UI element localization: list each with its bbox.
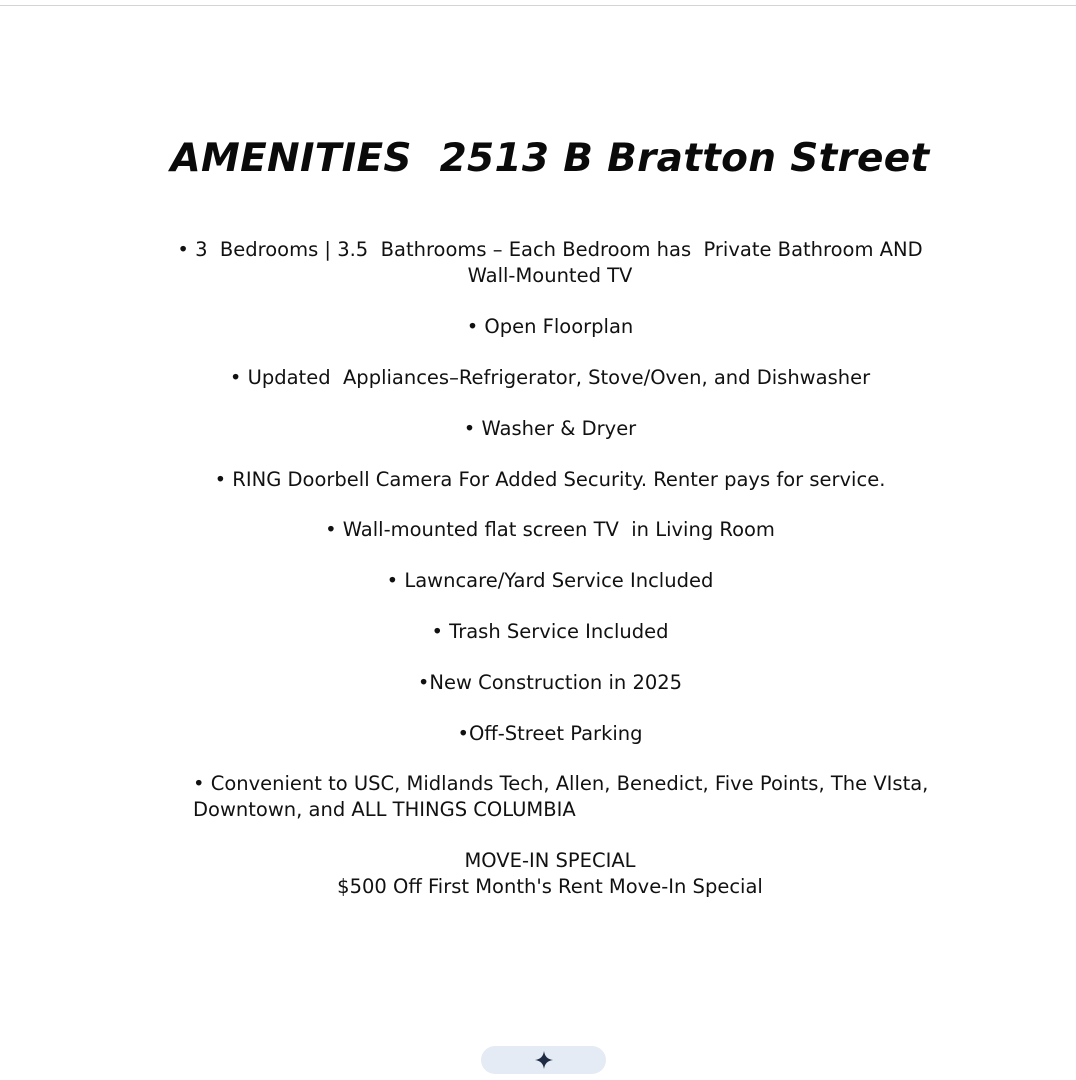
amenity-bedrooms-line1: • 3 Bedrooms | 3.5 Bathrooms – Each Bedroom has Private Bathroom AND — [177, 238, 923, 261]
sparkle-button[interactable] — [481, 1046, 606, 1074]
amenity-living-room-tv: • Wall-mounted flat screen TV in Living Room — [325, 518, 775, 541]
amenity-lawncare: • Lawncare/Yard Service Included — [386, 569, 714, 592]
sparkle-icon — [534, 1050, 554, 1070]
top-divider — [0, 5, 1076, 6]
amenity-bedrooms-line2: Wall-Mounted TV — [467, 264, 633, 287]
amenity-trash-service: • Trash Service Included — [431, 620, 669, 643]
amenity-floorplan: • Open Floorplan — [466, 315, 634, 338]
special-offer: $500 Off First Month's Rent Move-In Special — [337, 875, 763, 898]
page-title: AMENITIES 2513 B Bratton Street — [170, 136, 930, 181]
amenity-washer-dryer: • Washer & Dryer — [463, 417, 637, 440]
amenity-ring-doorbell: • RING Doorbell Camera For Added Security. Renter pays for service. — [214, 468, 886, 491]
amenity-parking: •Off-Street Parking — [457, 722, 643, 745]
amenity-location-line2: Downtown, and ALL THINGS COLUMBIA — [193, 798, 576, 821]
amenity-new-construction: •New Construction in 2025 — [417, 671, 683, 694]
amenity-appliances: • Updated Appliances–Refrigerator, Stove/Oven, and Dishwasher — [229, 366, 871, 389]
amenity-location-line1: • Convenient to USC, Midlands Tech, Allen, Benedict, Five Points, The VIsta, — [193, 772, 929, 795]
special-heading: MOVE-IN SPECIAL — [464, 849, 636, 872]
